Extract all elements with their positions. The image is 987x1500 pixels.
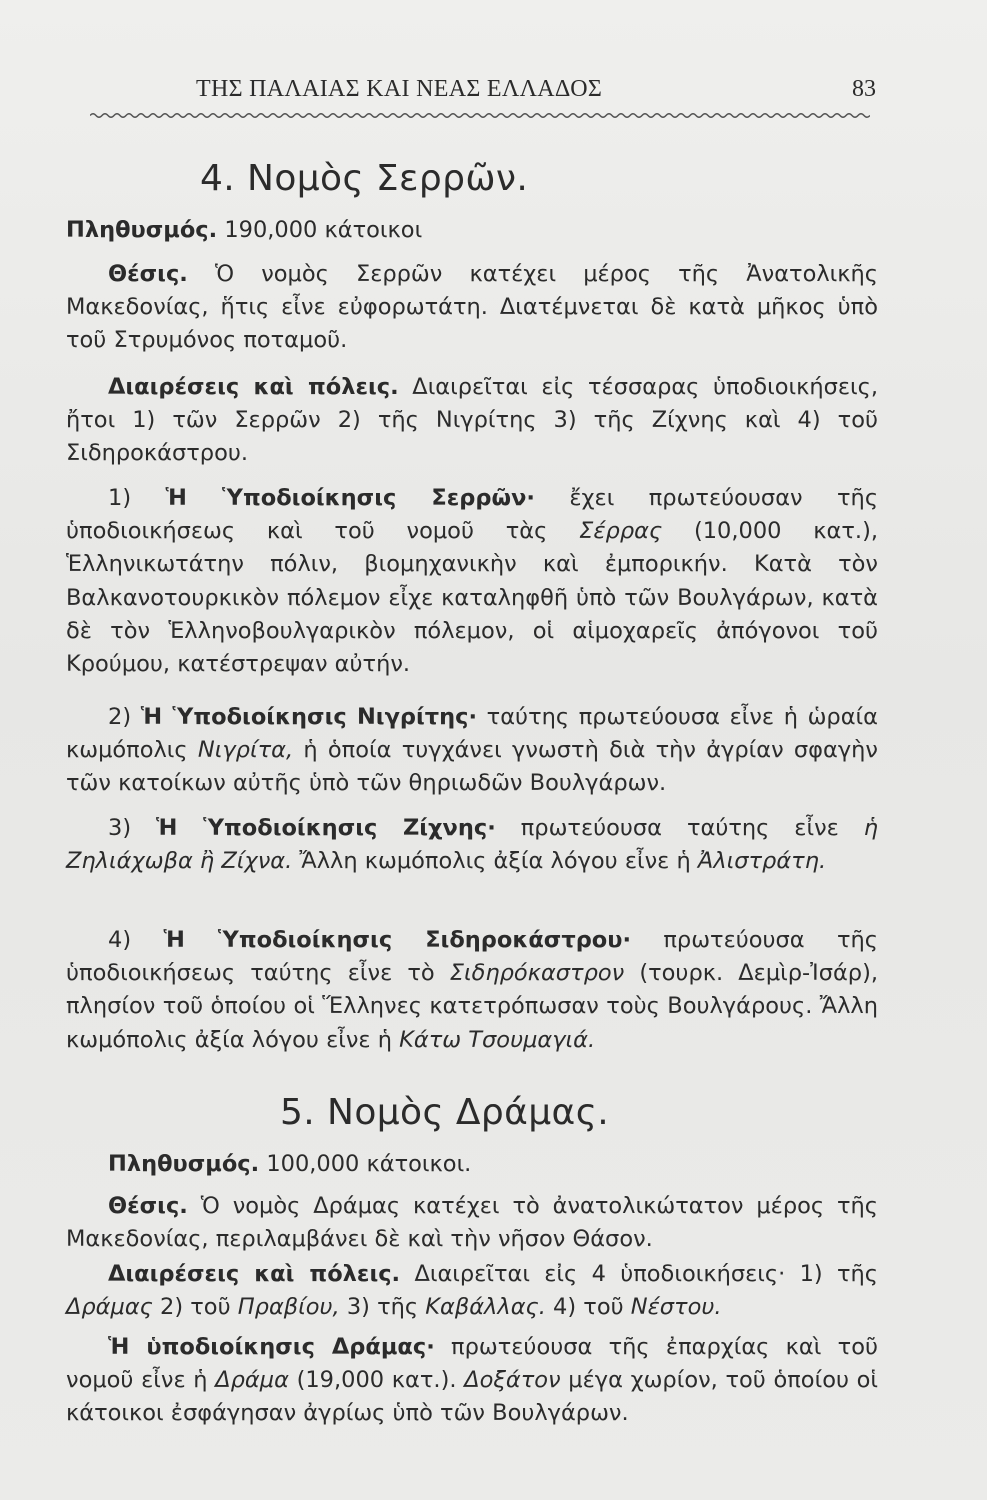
divisions-text: Διαιρεῖται εἰς 4 ὑποδιοικήσεις· 1) τῆς: [414, 1261, 879, 1287]
subdivision-text: ἔχει πρωτεύουσαν τῆς ὑποδιοικήσεως καὶ τοῦ νομοῦ τὰς: [66, 485, 879, 545]
subdivision-paragraph: [66, 482, 878, 681]
division-place: Πραβίου,: [237, 1294, 340, 1321]
subdivision-text: μέγα χωρίον, τοῦ ὁποίου οἱ κάτοικοι ἐσφάγησαν ἀγρίως ὑπὸ τῶν Βουλγάρων.: [66, 1367, 879, 1427]
subdivision-place: ἡ Ζηλιάχωβα ἢ Ζίχνα.: [66, 815, 879, 875]
subdivision-text: Ἄλλη κωμόπολις ἀξία λόγου εἶνε ἡ: [299, 848, 691, 875]
subdivision-paragraph: [66, 701, 878, 801]
divisions-text: 4) τοῦ: [553, 1294, 624, 1321]
running-head: [196, 68, 876, 108]
subdivision-paragraph: [66, 812, 878, 878]
position-text: Ὁ νομὸς Δράμας κατέχει τὸ ἀνατολικώτατον μέρος τῆς Μακεδονίας, περιλαμβάνει δὲ καὶ τὴν νῆσον Θάσον.: [66, 1193, 879, 1253]
position-paragraph: [66, 258, 878, 358]
subdivision-label: Ἡ Ὑποδιοίκησις Σιδηροκάστρου·: [163, 927, 631, 953]
population-label: Πληθυσμός.: [108, 1151, 260, 1177]
subdivision-text: ἡ ὁποία τυγχάνει γνωστὴ διὰ τὴν ἀγρίαν σφαγὴν τῶν κατοίκων αὐτῆς ὑπὸ τῶν θηριωδῶν Βουλγάρων.: [66, 737, 879, 797]
section-title-serres: 4. Νομὸς Σερρῶν.: [200, 158, 529, 199]
wavy-header-rule: [90, 111, 870, 120]
subdivision-paragraph: [66, 924, 878, 1057]
subdivision-place: Δράμα: [215, 1367, 289, 1394]
position-text: Ὁ νομὸς Σερρῶν κατέχει μέρος τῆς Ἀνατολικῆς Μακεδονίας, ἥτις εἶνε εὐφορωτάτη. Διατέμνεται δὲ κατὰ μῆκος ὑπὸ τοῦ Στρυμόνος ποταμοῦ.: [66, 261, 879, 354]
page-number: 83: [852, 76, 876, 102]
subdivision-label: Ἡ Ὑποδιοίκησις Ζίχνης·: [156, 815, 496, 841]
divisions-label: Διαιρέσεις καὶ πόλεις.: [108, 1261, 401, 1287]
population-paragraph: [66, 214, 878, 247]
subdivision-number: 1): [108, 485, 132, 511]
divisions-label: Διαιρέσεις καὶ πόλεις.: [108, 374, 399, 400]
subdivision-text: (τουρκ. Δεμὶρ-Ἰσάρ), πλησίον τοῦ ὁποίου οἱ Ἕλληνες κατετρόπωσαν τοὺς Βουλγάρους. Ἄλλη κωμόπολις ἀξία λόγου εἶνε ἡ: [66, 960, 879, 1053]
running-title: ΤΗΣ ΠΑΛΑΙΑΣ ΚΑΙ ΝΕΑΣ ΕΛΛΑΔΟΣ: [196, 76, 603, 102]
position-label: Θέσις.: [108, 261, 188, 287]
subdivision-label: Ἡ Ὑποδιοίκησις Σερρῶν·: [165, 485, 535, 511]
subdivision-text: πρωτεύουσα τῆς ἐπαρχίας καὶ τοῦ νομοῦ εἶνε ἡ: [66, 1334, 878, 1394]
subdivision-text: (10,000 κατ.), Ἑλληνικωτάτην πόλιν, βιομηχανικὴν καὶ ἐμπορικήν. Κατὰ τὸν Βαλκανοτουρκικὸν πόλεμον εἶχε καταληφθῆ ὑπὸ τῶν Βουλγάρων, κατὰ δὲ τὸν Ἑλληνοβουλγαρικὸν πόλεμον, οἱ αἱμοχαρεῖς ἀπόγονοι τοῦ Κρούμου, κατέστρεψαν αὐτήν.: [66, 518, 878, 678]
population-label: Πληθυσμός.: [66, 217, 218, 243]
section-title-drama: 5. Νομὸς Δράμας.: [280, 1092, 610, 1133]
subdivision-place: Σιδηρόκαστρον: [449, 960, 625, 987]
subdivision-label: Ἡ Ὑποδιοίκησις Νιγρίτης·: [140, 704, 478, 730]
subdivision-place: Ἀλιστράτη.: [697, 848, 827, 875]
subdivision-text: πρωτεύουσα τῆς ὑποδιοικήσεως ταύτης εἶνε τὸ: [66, 927, 878, 987]
division-place: Νέστου.: [630, 1294, 722, 1321]
division-place: Καβάλλας.: [425, 1294, 546, 1321]
division-place: Δράμας: [66, 1294, 153, 1321]
subdivision-place: Κάτω Τσουμαγιά.: [399, 1026, 596, 1053]
divisions-text: Διαιρεῖται εἰς τέσσαρας ὑποδιοικήσεις, ἤτοι 1) τῶν Σερρῶν 2) τῆς Νιγρίτης 3) τῆς Ζίχνης καὶ 4) τοῦ Σιδηροκάστρου.: [66, 374, 879, 467]
subdivision-number: 3): [108, 815, 132, 841]
position-label: Θέσις.: [108, 1193, 188, 1219]
subdivision-number: 2): [108, 704, 132, 730]
population-value: 100,000 κάτοικοι.: [266, 1151, 472, 1177]
subdivision-text: πρωτεύουσα ταύτης εἶνε: [520, 815, 839, 841]
divisions-text: 2) τοῦ: [160, 1294, 231, 1321]
divisions-text: 3) τῆς: [346, 1294, 419, 1321]
population-paragraph: [66, 1148, 878, 1181]
subdivision-paragraph: [66, 1331, 878, 1431]
subdivision-label: Ἡ ὑποδιοίκησις Δράμας·: [108, 1334, 435, 1360]
divisions-paragraph: [66, 1258, 878, 1324]
population-value: 190,000 κάτοικοι: [224, 217, 423, 243]
subdivision-number: 4): [108, 927, 132, 953]
subdivision-text: ταύτης πρωτεύουσα εἶνε ἡ ὡραία κωμόπολις: [66, 704, 878, 764]
position-paragraph: [66, 1190, 878, 1256]
subdivision-text: (19,000 κατ.).: [296, 1367, 457, 1394]
subdivision-place: Σέρρας: [579, 518, 663, 545]
subdivision-place: Νιγρίτα,: [197, 737, 294, 764]
divisions-paragraph: [66, 371, 878, 471]
subdivision-place: Δοξάτον: [464, 1367, 561, 1394]
